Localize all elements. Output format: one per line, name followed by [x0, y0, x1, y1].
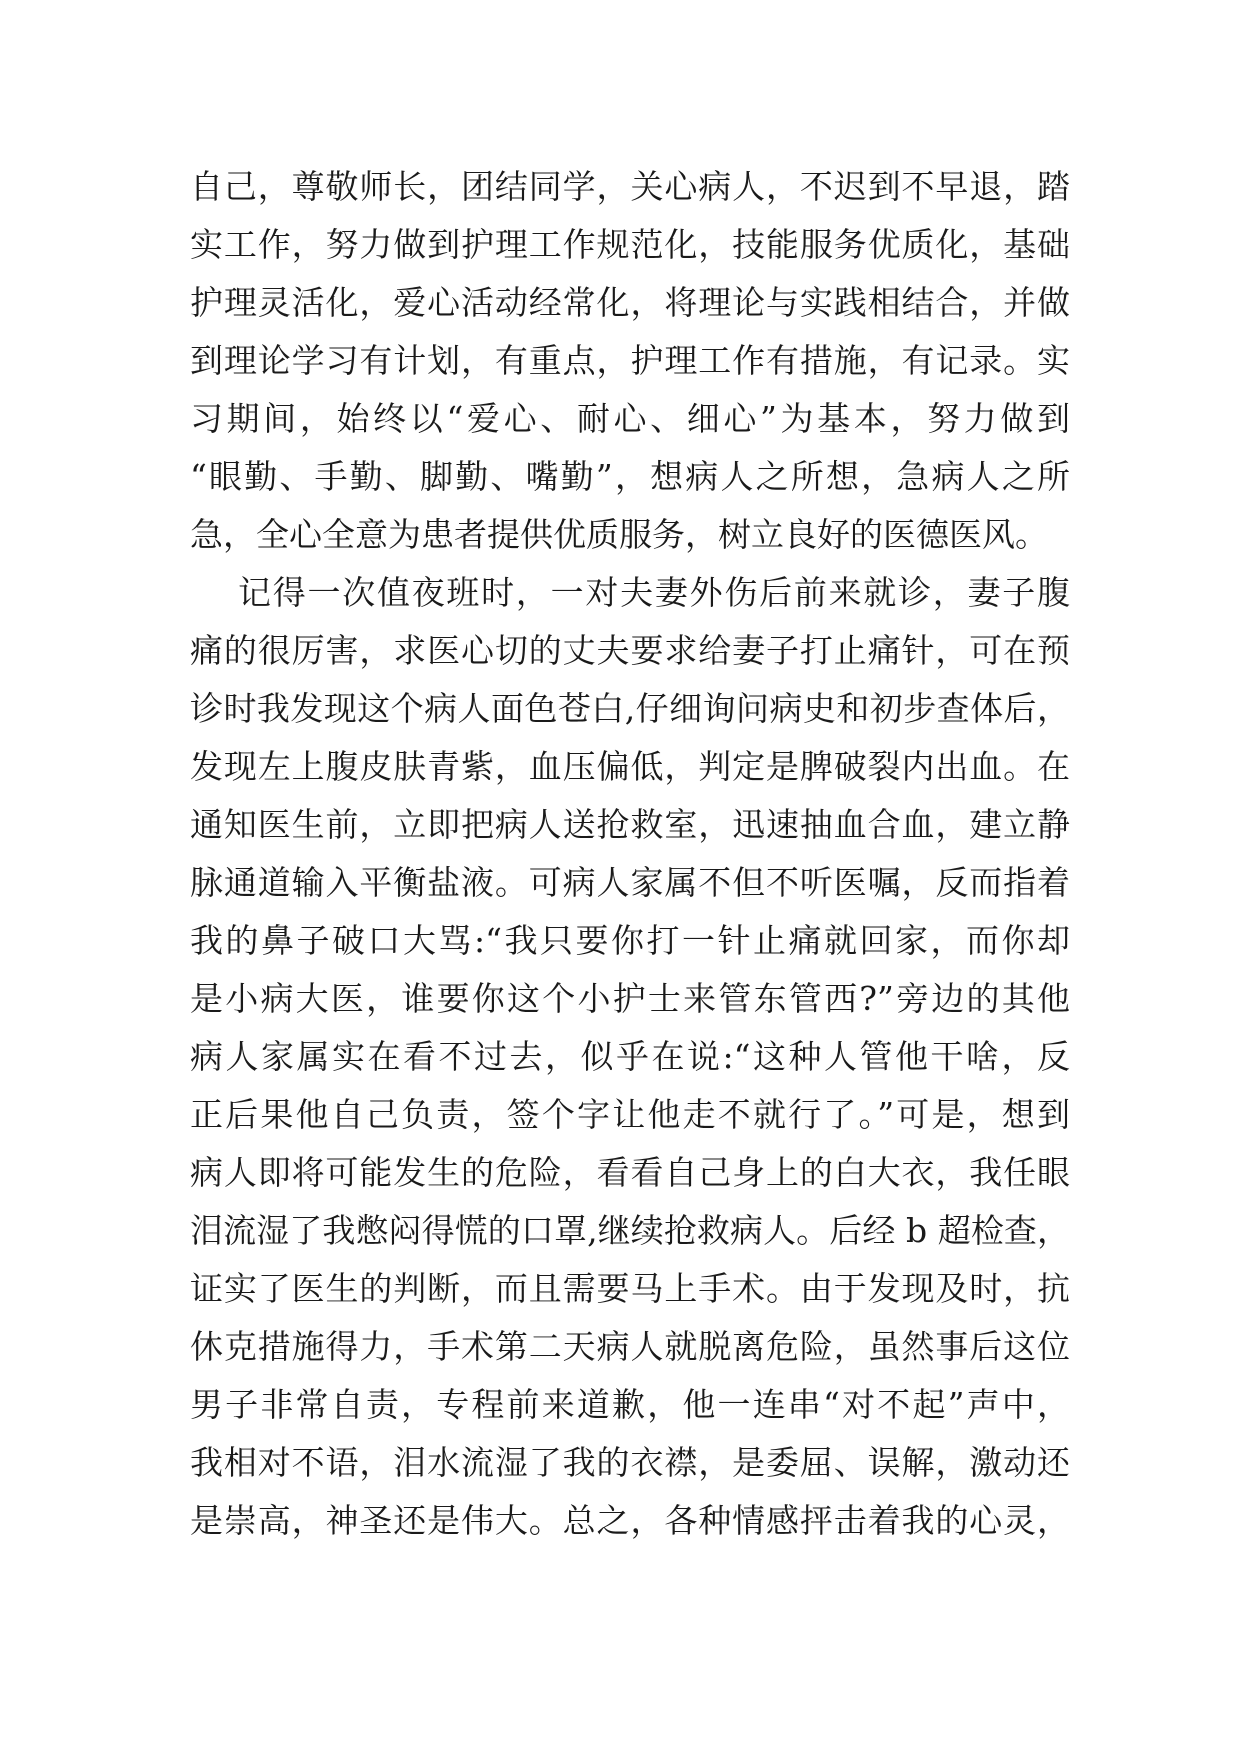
text-line: 记得一次值夜班时，一对夫妻外伤后前来就诊，妻子腹 [238, 573, 1070, 612]
text-line: 泪流湿了我憋闷得慌的口罩,继续抢救病人。后经 b 超检查， [190, 1211, 1070, 1250]
text-line: 是崇高，神圣还是伟大。总之，各种情感抨击着我的心灵， [190, 1501, 1070, 1540]
text-line: “眼勤、手勤、脚勤、嘴勤”，想病人之所想，急病人之所 [190, 457, 1070, 496]
text-line: 病人即将可能发生的危险，看看自己身上的白大衣，我任眼 [190, 1153, 1070, 1192]
text-line: 护理灵活化，爱心活动经常化，将理论与实践相结合，并做 [190, 283, 1070, 322]
text-line: 休克措施得力，手术第二天病人就脱离危险，虽然事后这位 [190, 1327, 1070, 1366]
paragraph-1 [190, 158, 1070, 564]
text-line: 习期间，始终以“爱心、耐心、细心”为基本，努力做到 [190, 399, 1070, 438]
text-line: 诊时我发现这个病人面色苍白,仔细询问病史和初步查体后， [190, 689, 1070, 728]
text-line: 痛的很厉害，求医心切的丈夫要求给妻子打止痛针，可在预 [190, 631, 1070, 670]
text-line: 是小病大医，谁要你这个小护士来管东管西?”旁边的其他 [190, 979, 1070, 1018]
paragraph-2 [190, 564, 1070, 1550]
text-line: 发现左上腹皮肤青紫，血压偏低，判定是脾破裂内出血。在 [190, 747, 1070, 786]
text-line: 证实了医生的判断，而且需要马上手术。由于发现及时，抗 [190, 1269, 1070, 1308]
text-line: 正后果他自己负责，签个字让他走不就行了。”可是，想到 [190, 1095, 1070, 1134]
text-line: 实工作，努力做到护理工作规范化，技能服务优质化，基础 [190, 225, 1070, 264]
text-line: 我相对不语，泪水流湿了我的衣襟，是委屈、误解，激动还 [190, 1443, 1070, 1482]
text-line: 自己，尊敬师长，团结同学，关心病人，不迟到不早退，踏 [190, 167, 1070, 206]
text-line: 到理论学习有计划，有重点，护理工作有措施，有记录。实 [190, 341, 1070, 380]
body-text [190, 158, 1070, 1550]
text-line: 病人家属实在看不过去，似乎在说:“这种人管他干啥，反 [190, 1037, 1070, 1076]
text-line: 我的鼻子破口大骂:“我只要你打一针止痛就回家，而你却 [190, 921, 1070, 960]
text-line: 通知医生前，立即把病人送抢救室，迅速抽血合血，建立静 [190, 805, 1070, 844]
text-line: 男子非常自责，专程前来道歉，他一连串“对不起”声中， [190, 1385, 1070, 1424]
text-line: 急，全心全意为患者提供优质服务，树立良好的医德医风。 [190, 515, 1048, 554]
text-line: 脉通道输入平衡盐液。可病人家属不但不听医嘱，反而指着 [190, 863, 1070, 902]
